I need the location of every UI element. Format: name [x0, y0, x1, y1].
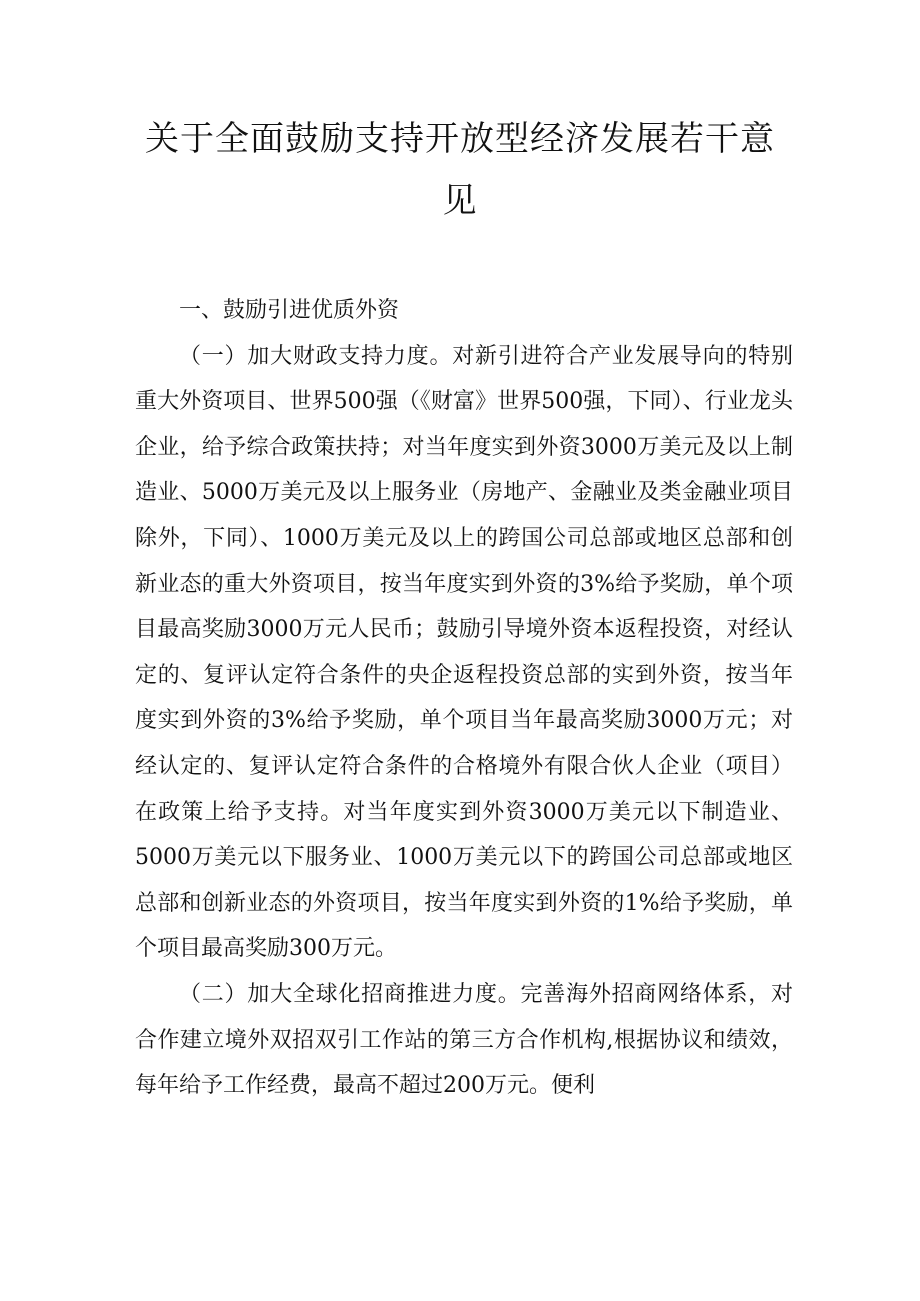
- paragraph-2: （二）加大全球化招商推进力度。完善海外招商网络体系，对合作建立境外双招双引工作站的第三方合作机构,根据协议和绩效，每年给予工作经费，最高不超过200万元。便利: [135, 981, 793, 1099]
- section-heading: 一、鼓励引进优质外资: [179, 298, 400, 323]
- document-title: 关于全面鼓励支持开放型经济发展若干意见: [145, 119, 775, 221]
- document-body: [135, 288, 793, 1109]
- paragraph-1: （一）加大财政支持力度。对新引进符合产业发展导向的特别重大外资项目、世界500强（《财富》世界500强，下同）、行业龙头企业，给予综合政策扶持；对当年度实到外资3000万美元及以上制造业、5000万美元及以上服务业（房地产、金融业及类金融业项目除外，下同）、1000万美元及以上的跨国公司总部或地区总部和创新业态的重大外资项目，按当年度实到外资的3%给予奖励，单个项目最高奖励3000万元人民币；鼓励引导境外资本返程投资，对经认定的、复评认定符合条件的央企返程投资总部的实到外资，按当年度实到外资的3%给予奖励，单个项目当年最高奖励3000万元；对经认定的、复评认定符合条件的合格境外有限合伙人企业（项目）在政策上给予支持。对当年度实到外资3000万美元以下制造业、5000万美元以下服务业、1000万美元以下的跨国公司总部或地区总部和创新业态的外资项目，按当年度实到外资的1%给予奖励，单个项目最高奖励300万元。: [135, 343, 793, 962]
